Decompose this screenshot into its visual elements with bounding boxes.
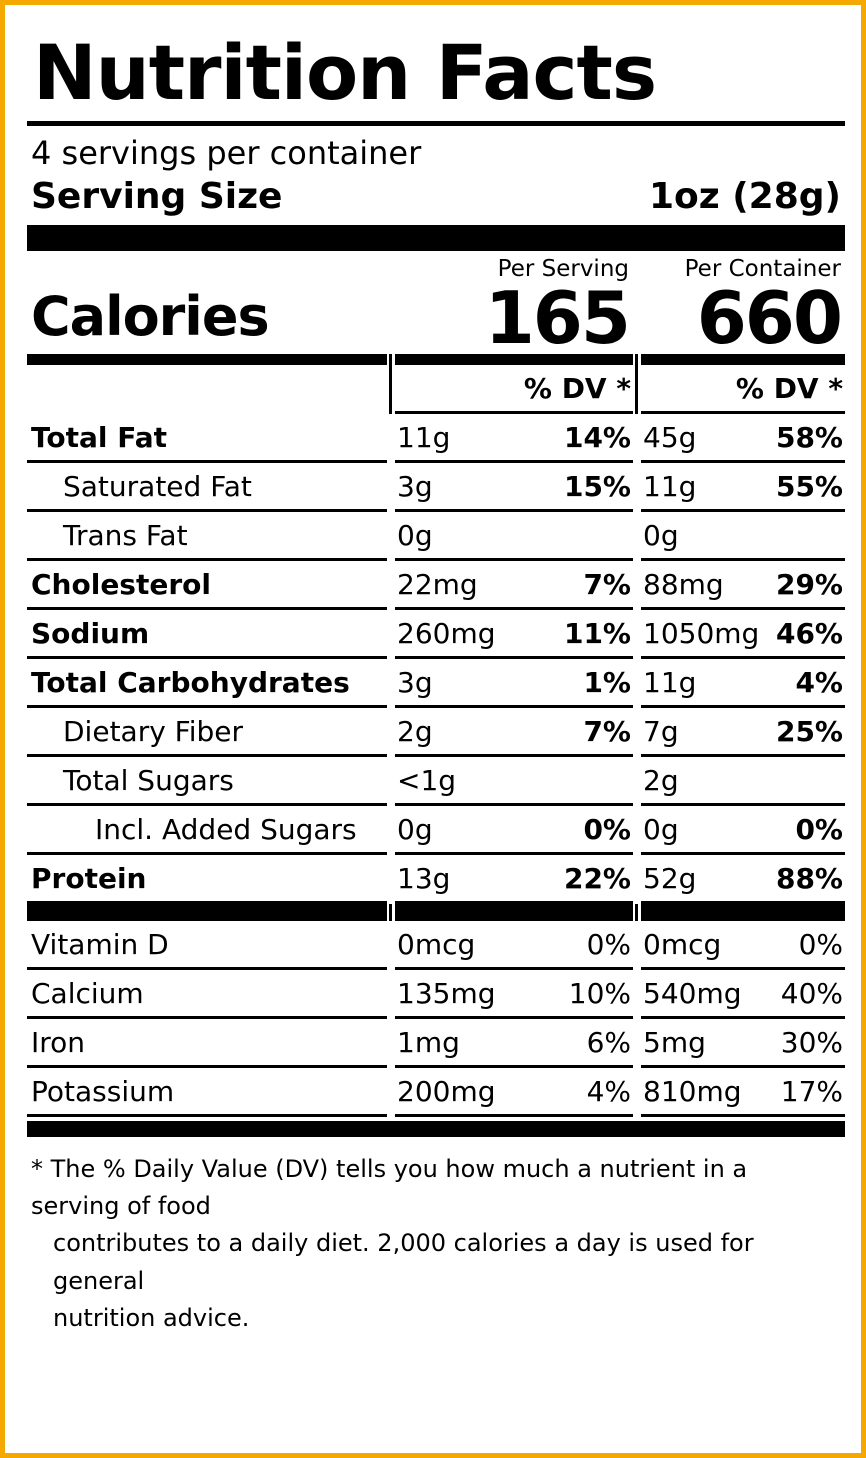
per-container-value-amount: 0g <box>643 813 679 846</box>
per-container-value-percent: 88% <box>775 862 843 895</box>
heavy-bar-name <box>27 904 387 921</box>
per-container-value-percent: 29% <box>775 568 843 601</box>
heavy-bar-serving <box>395 904 633 921</box>
daily-value-footnote <box>27 1137 845 1337</box>
calories-underline-container <box>641 354 845 365</box>
micronutrient-rows <box>27 921 845 1117</box>
per-serving-value <box>395 561 633 610</box>
calories-per-serving-cell <box>395 255 633 360</box>
nutrient-name: Iron <box>27 1019 387 1068</box>
per-container-value-percent: 30% <box>780 1026 843 1059</box>
footnote-line-2: contributes to a daily diet. 2,000 calories a day is used for general <box>53 1229 754 1295</box>
column-separator-3 <box>389 354 393 365</box>
per-serving-value-percent: 15% <box>563 470 631 503</box>
per-serving-value-inner <box>397 617 631 650</box>
nutrient-name: Total Carbohydrates <box>27 659 387 708</box>
serving-size-label: Serving Size <box>31 176 283 217</box>
column-separator-4 <box>635 354 639 365</box>
per-container-value-percent: 55% <box>775 470 843 503</box>
per-serving-value-inner <box>397 715 631 748</box>
per-container-value <box>641 610 845 659</box>
per-container-value-inner <box>643 715 843 748</box>
calories-underline-serving <box>395 354 633 365</box>
per-container-value-inner <box>643 568 843 601</box>
column-separator-8 <box>635 904 639 921</box>
heavy-divider-top <box>27 225 845 251</box>
per-serving-value <box>395 708 633 757</box>
nutrient-name: Cholesterol <box>27 561 387 610</box>
page-title: Nutrition Facts <box>27 23 845 126</box>
per-serving-value-inner <box>397 764 631 797</box>
calories-per-serving-value: 165 <box>484 276 629 360</box>
per-container-value-inner <box>643 617 843 650</box>
per-container-value-amount: 7g <box>643 715 679 748</box>
per-container-value-amount: 0mcg <box>643 928 722 961</box>
per-serving-value <box>395 610 633 659</box>
per-serving-value-amount: 3g <box>397 470 433 503</box>
per-serving-value-amount: 13g <box>397 862 451 895</box>
per-serving-value-inner <box>397 977 631 1010</box>
per-serving-value-percent: 11% <box>563 617 631 650</box>
per-serving-value-inner <box>397 862 631 895</box>
per-container-value-amount: 11g <box>643 470 697 503</box>
per-serving-value-amount: 11g <box>397 421 451 454</box>
per-container-value <box>641 757 845 806</box>
per-serving-value-inner <box>397 1075 631 1108</box>
per-serving-value-percent: 0% <box>586 928 631 961</box>
per-container-value-inner <box>643 977 843 1010</box>
per-container-value-inner <box>643 470 843 503</box>
per-container-value-percent: 4% <box>795 666 843 699</box>
per-serving-value-inner <box>397 421 631 454</box>
nutrient-rows <box>27 414 845 904</box>
table-row <box>27 757 845 806</box>
per-serving-value-amount: 22mg <box>397 568 478 601</box>
table-row <box>27 708 845 757</box>
per-serving-value-percent: 22% <box>563 862 631 895</box>
per-serving-value <box>395 806 633 855</box>
per-serving-value-inner <box>397 928 631 961</box>
per-serving-value <box>395 970 633 1019</box>
per-serving-value-percent: 1% <box>583 666 631 699</box>
per-container-value-amount: 52g <box>643 862 697 895</box>
calories-per-container-value: 660 <box>696 276 841 360</box>
per-container-value-percent: 0% <box>798 928 843 961</box>
per-serving-value-amount: 2g <box>397 715 433 748</box>
per-container-value <box>641 1019 845 1068</box>
per-serving-value-inner <box>397 568 631 601</box>
nutrient-name: Total Fat <box>27 414 387 463</box>
per-serving-value-inner <box>397 519 631 552</box>
per-container-value-amount: 11g <box>643 666 697 699</box>
column-separator-5 <box>389 365 393 414</box>
per-serving-value-percent: 4% <box>586 1075 631 1108</box>
per-container-value-inner <box>643 421 843 454</box>
per-serving-value <box>395 414 633 463</box>
per-container-value <box>641 463 845 512</box>
per-serving-value-amount: 135mg <box>397 977 496 1010</box>
per-container-value-amount: 810mg <box>643 1075 742 1108</box>
per-container-value-inner <box>643 928 843 961</box>
calories-underline-name <box>27 354 387 365</box>
table-row <box>27 463 845 512</box>
per-serving-value-inner <box>397 813 631 846</box>
nutrient-name: Vitamin D <box>27 921 387 970</box>
per-container-value-amount: 1050mg <box>643 617 760 650</box>
heavy-divider-mid <box>27 904 845 921</box>
table-row <box>27 610 845 659</box>
per-serving-value-percent: 6% <box>586 1026 631 1059</box>
table-row <box>27 921 845 970</box>
per-serving-value-amount: 1mg <box>397 1026 460 1059</box>
nutrient-name: Saturated Fat <box>27 463 387 512</box>
serving-size-row <box>27 174 845 225</box>
per-serving-value-percent: 7% <box>583 715 631 748</box>
per-container-value-inner <box>643 1026 843 1059</box>
per-serving-value-percent: 0% <box>583 813 631 846</box>
calories-label: Calories <box>31 285 269 348</box>
calories-block <box>27 251 845 360</box>
per-serving-value <box>395 921 633 970</box>
per-container-value-amount: 540mg <box>643 977 742 1010</box>
per-container-value-amount: 2g <box>643 764 679 797</box>
per-container-value-amount: 0g <box>643 519 679 552</box>
footnote-line-1: * The % Daily Value (DV) tells you how much a nutrient in a serving of food <box>31 1155 748 1221</box>
dv-header-container: % DV * <box>641 365 845 414</box>
per-serving-value-inner <box>397 470 631 503</box>
per-serving-value-percent: 7% <box>583 568 631 601</box>
per-serving-value-amount: 200mg <box>397 1075 496 1108</box>
nutrient-name: Calcium <box>27 970 387 1019</box>
servings-per-container: 4 servings per container <box>31 134 422 172</box>
per-container-value <box>641 855 845 904</box>
table-row <box>27 561 845 610</box>
table-row <box>27 970 845 1019</box>
per-container-value <box>641 561 845 610</box>
per-container-value-inner <box>643 813 843 846</box>
heavy-divider-bottom <box>27 1121 845 1137</box>
nutrient-name: Total Sugars <box>27 757 387 806</box>
per-container-value <box>641 1068 845 1117</box>
per-serving-value-amount: 260mg <box>397 617 496 650</box>
nutrient-name: Protein <box>27 855 387 904</box>
per-serving-value-amount: 0g <box>397 519 433 552</box>
per-container-value-percent: 0% <box>795 813 843 846</box>
table-row <box>27 1068 845 1117</box>
calories-per-container-cell <box>641 255 845 360</box>
per-serving-value <box>395 757 633 806</box>
per-serving-value <box>395 1068 633 1117</box>
per-container-value <box>641 659 845 708</box>
per-serving-value-percent: 10% <box>568 977 631 1010</box>
per-serving-value-amount: 0mcg <box>397 928 476 961</box>
per-serving-header: Per Serving <box>497 255 629 282</box>
per-serving-value-amount: <1g <box>397 764 457 797</box>
table-row <box>27 1019 845 1068</box>
calories-underline-row <box>27 354 845 365</box>
dv-header-serving: % DV * <box>395 365 633 414</box>
per-container-value-percent: 25% <box>775 715 843 748</box>
table-row <box>27 659 845 708</box>
nutrient-name: Trans Fat <box>27 512 387 561</box>
per-serving-value <box>395 463 633 512</box>
per-container-value-inner <box>643 764 843 797</box>
per-container-value <box>641 970 845 1019</box>
dv-header-row <box>27 365 845 414</box>
table-row <box>27 512 845 561</box>
serving-size-value: 1oz (28g) <box>648 176 841 217</box>
per-container-value-inner <box>643 666 843 699</box>
nutrient-name: Incl. Added Sugars <box>27 806 387 855</box>
table-row <box>27 806 845 855</box>
per-serving-value-inner <box>397 666 631 699</box>
per-serving-value <box>395 512 633 561</box>
heavy-bar-container <box>641 904 845 921</box>
nutrient-name: Dietary Fiber <box>27 708 387 757</box>
nutrient-name: Sodium <box>27 610 387 659</box>
per-container-value-amount: 45g <box>643 421 697 454</box>
per-container-value-percent: 58% <box>775 421 843 454</box>
per-container-value-amount: 88mg <box>643 568 724 601</box>
column-separator-7 <box>389 904 393 921</box>
per-container-value <box>641 921 845 970</box>
per-serving-value-inner <box>397 1026 631 1059</box>
per-serving-value <box>395 1019 633 1068</box>
per-container-value <box>641 708 845 757</box>
per-serving-value-amount: 0g <box>397 813 433 846</box>
per-container-value-inner <box>643 1075 843 1108</box>
per-container-value-amount: 5mg <box>643 1026 706 1059</box>
per-serving-value <box>395 855 633 904</box>
per-container-value-inner <box>643 519 843 552</box>
column-separator-6 <box>635 365 639 414</box>
per-container-value <box>641 512 845 561</box>
calories-word-cell <box>27 251 387 354</box>
footnote-line-3: nutrition advice. <box>53 1303 250 1332</box>
per-container-value <box>641 806 845 855</box>
per-serving-value <box>395 659 633 708</box>
label-inner <box>27 23 845 1437</box>
dv-header-spacer <box>27 365 387 414</box>
per-serving-value-percent: 14% <box>563 421 631 454</box>
per-container-value-percent: 40% <box>780 977 843 1010</box>
table-row <box>27 414 845 463</box>
per-serving-value-amount: 3g <box>397 666 433 699</box>
per-container-value-inner <box>643 862 843 895</box>
table-row <box>27 855 845 904</box>
per-container-value <box>641 414 845 463</box>
nutrient-name: Potassium <box>27 1068 387 1117</box>
per-container-header: Per Container <box>684 255 841 282</box>
per-container-value-percent: 46% <box>775 617 843 650</box>
per-container-value-percent: 17% <box>780 1075 843 1108</box>
